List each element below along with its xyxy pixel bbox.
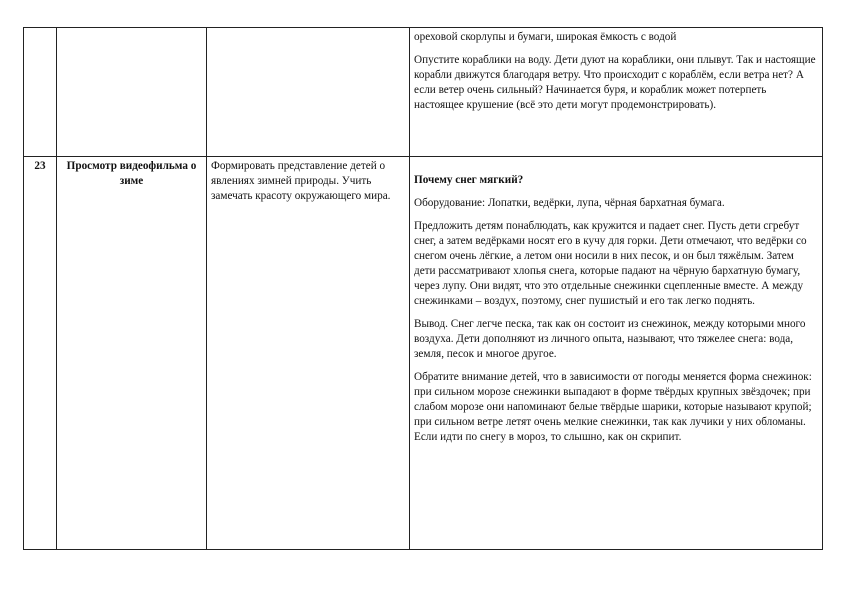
content-paragraph: ореховой скорлупы и бумаги, широкая ёмкость с водой <box>414 31 677 43</box>
content-paragraph: Предложить детям понаблюдать, как кружится и падает снег. Пусть дети сгребут снег, а затем ведёрками носят его в кучу для горки. Дети отмечают, что ведёрки со снегом очень лёгкие, а летом они носили в них песок, и он был тяжёлым. Затем дети рассматривают хлопья снега, которые падают на чёрную бархатную бумагу, через лупу. Они видят, что это отдельные снежинки сцепленные вместе. А между снежинками – воздух, поэтому, снег пушистый и его так легко поднять. <box>414 220 807 307</box>
content-cell <box>410 157 823 550</box>
table-row <box>24 28 823 157</box>
row-number-cell <box>24 28 57 157</box>
activity-title-cell <box>57 28 207 157</box>
lesson-plan-table <box>23 27 823 550</box>
content-paragraph: Опустите кораблики на воду. Дети дуют на кораблики, они плывут. Так и настоящие корабли движутся благодаря ветру. Что происходит с кораблём, если ветра нет? А если ветер очень сильный? Начинается буря, и кораблик может потерпеть настоящее крушение (всё это дети могут продемонстрировать). <box>414 54 816 111</box>
content-paragraph: Вывод. Снег легче песка, так как он состоит из снежинок, между которыми много воздуха. Дети дополняют из личного опыта, называют, что тяжелее снега: вода, земля, песок и многое другое. <box>414 318 806 360</box>
goal-cell: Формировать представление детей о явлениях зимней природы. Учить замечать красоту окружающего мира. <box>207 157 410 550</box>
table-row <box>24 157 823 550</box>
goal-cell <box>207 28 410 157</box>
row-number-cell: 23 <box>24 157 57 550</box>
content-paragraph: Обратите внимание детей, что в зависимости от погоды меняется форма снежинок: при сильном морозе снежинки выпадают в форме твёрдых крупных звёздочек; при слабом морозе они напоминают белые твёрдые шарики, которые называют крупой; при сильном ветре летят очень мелкие снежинки, так как лучики у них обломаны. Если идти по снегу в мороз, то слышно, как он скрипит. <box>414 371 812 443</box>
experiment-heading: Почему снег мягкий? <box>414 174 524 186</box>
content-cell <box>410 28 823 157</box>
activity-title-cell: Просмотр видеофильма о зиме <box>57 157 207 550</box>
content-paragraph: Оборудование: Лопатки, ведёрки, лупа, чёрная бархатная бумага. <box>414 197 725 209</box>
